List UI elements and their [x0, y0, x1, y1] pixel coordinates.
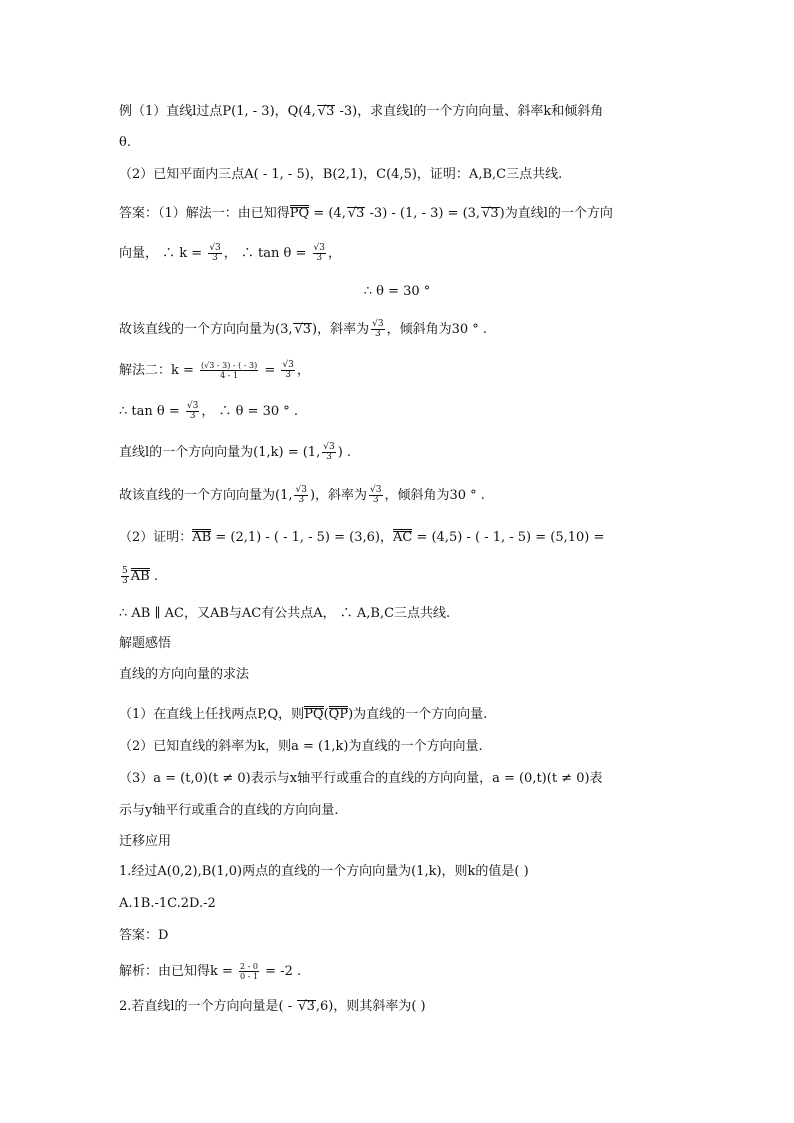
- method-line-2: （2）已知直线的斜率为k，则a = (1,k)为直线的一个方向向量.: [119, 739, 483, 754]
- answer-line-3: ∴ θ = 30 °: [363, 284, 431, 299]
- section-heading-method: 直线的方向向量的求法: [119, 667, 250, 682]
- question-1: 1.经过A(0,2),B(1,0)两点的直线的一个方向向量为(1,k)，则k的值是( ): [119, 864, 529, 879]
- method-line-4: 示与y轴平行或重合的直线的方向向量.: [119, 803, 339, 818]
- fraction: $\frac{√3}{3}$: [209, 243, 221, 263]
- example-line-2: （2）已知平面内三点A( - 1, - 5)，B(2,1)，C(4,5)，证明：A,B,C三点共线.: [119, 167, 563, 182]
- text-segment: 例（1）直线l过点P(1, - 3)，Q(4,: [119, 104, 316, 119]
- answer-line-11: ∴ AB ∥ AC，又AB与AC有公共点A， ∴ A,B,C三点共线.: [119, 606, 451, 621]
- answer-line-2: 向量， ∴ k = $\frac{√3}{3}$ ， ∴ tan θ = $\frac{√3}{3}$ ，: [119, 243, 341, 263]
- answer-line-1: 答案：（1）解法一：由已知得PQ = (4, √3 -3) - (1, - 3) = (3, √3)为直线l的一个方向: [119, 206, 613, 221]
- section-heading-insight: 解题感悟: [119, 636, 172, 651]
- method-line-1: （1）在直线上任找两点P,Q，则PQ(QP)为直线的一个方向向量.: [119, 707, 488, 722]
- answer-line-7: 直线l的一个方向向量为(1,k) = (1, $\frac{√3}{3}$ ) .: [119, 442, 352, 462]
- question-1-options: A.1B.-1C.2D.-2: [119, 896, 216, 911]
- section-heading-transfer: 迁移应用: [119, 834, 172, 849]
- answer-line-4: 故该直线的一个方向向量为(3, √3)，斜率为 $\frac{√3}{3}$ ，倾斜角为30 ° .: [119, 319, 488, 339]
- answer-line-9: （2）证明：AB = (2,1) - ( - 1, - 5) = (3,6)，AC = (4,5) - ( - 1, - 5) = (5,10) =: [119, 530, 605, 545]
- answer-line-10: $\frac{5}{3}$ AB .: [122, 566, 158, 586]
- question-1-answer: 答案：D: [119, 928, 169, 943]
- answer-line-5: 解法二：k = $\frac{(√3 - 3) - ( - 3)}{4 - 1}$ = $\frac{√3}{3}$ ，: [119, 360, 310, 380]
- answer-line-6: ∴ tan θ = $\frac{√3}{3}$ ， ∴ θ = 30 ° .: [119, 401, 299, 421]
- answer-line-8: 故该直线的一个方向向量为(1, $\frac{√3}{3}$ )，斜率为 $\frac{√3}{3}$ ，倾斜角为30 ° .: [119, 485, 485, 505]
- question-1-explanation: 解析：由已知得k = $\frac{2 - 0}{0 - 1}$ = -2 .: [119, 962, 302, 981]
- example-line-1b: θ.: [119, 135, 131, 150]
- question-2: 2.若直线l的一个方向向量是( - √3,6)，则其斜率为( ): [119, 999, 426, 1014]
- method-line-3: （3）a = (t,0)(t ≠ 0)表示与x轴平行或重合的直线的方向向量，a = (0,t)(t ≠ 0)表: [119, 771, 603, 786]
- sqrt-symbol: √3: [317, 104, 335, 119]
- vector-pq: PQ: [289, 206, 310, 221]
- example-line-1: 例（1）直线l过点P(1, - 3)，Q(4, √3 -3)，求直线l的一个方向向量、斜率k和倾斜角: [119, 104, 604, 119]
